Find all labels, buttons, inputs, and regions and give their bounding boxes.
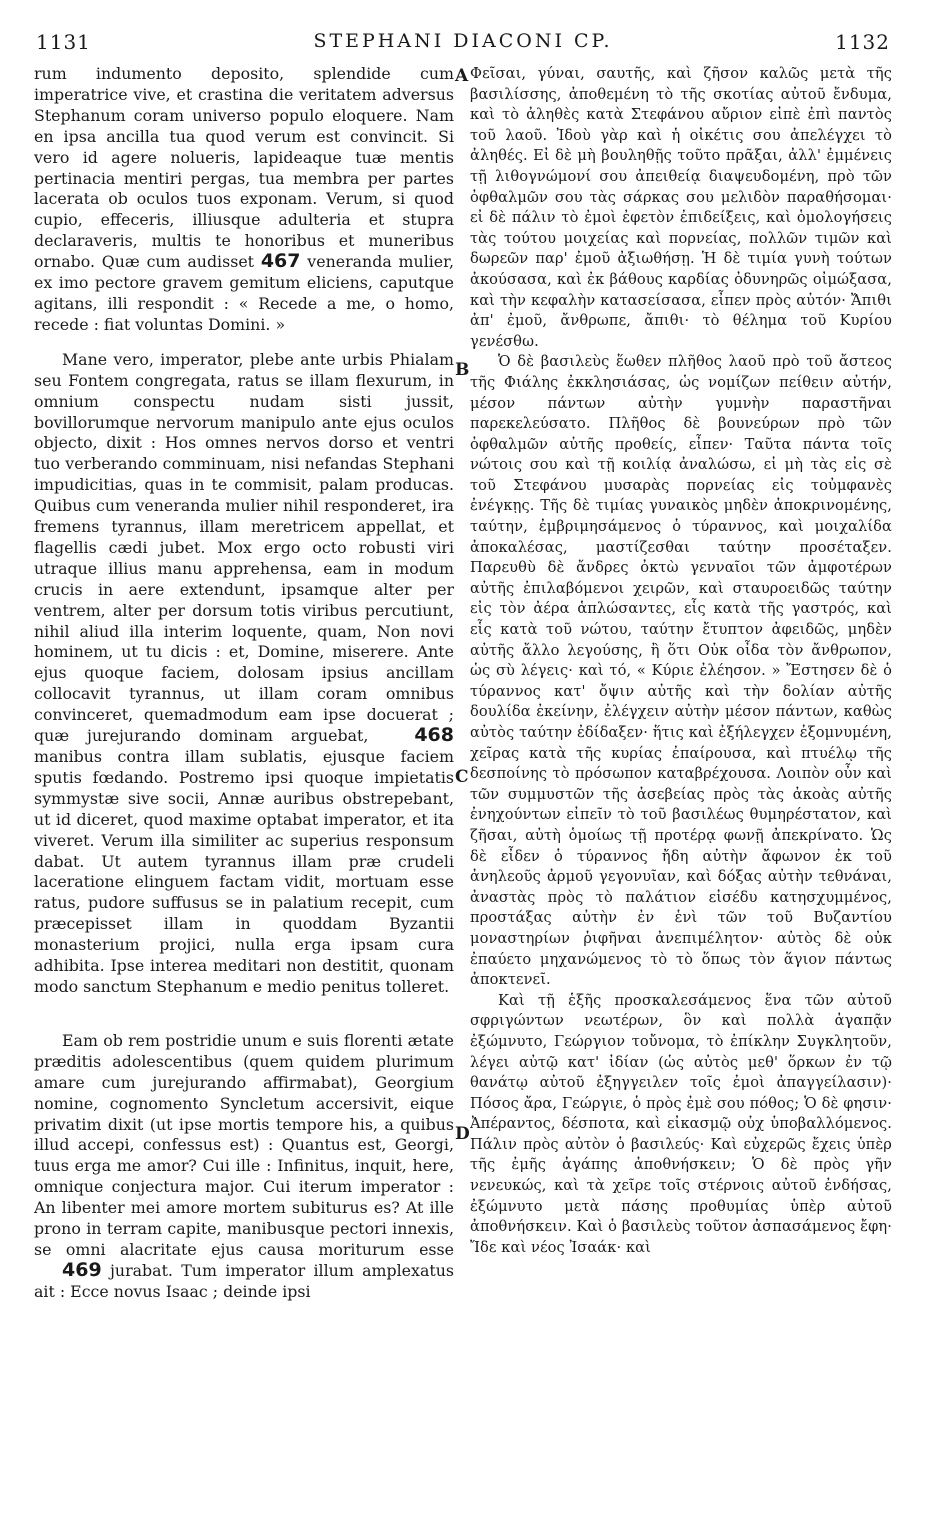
latin-text: jurabat. Tum imperator illum amplexatus ait : Ecce novus Isaac ; deinde ipsi xyxy=(34,1260,454,1301)
running-title: STEPHANI DIACONI CP. xyxy=(313,30,613,52)
latin-text: manibus contra illam sublatis, ejusque faciem sputis fœdando. Postremo ipsi quoque impietatis symmystæ sive socii, Annæ auribus obstrepebant, ut id diceret, quod maxime optabat imperator, et ita viveret. Verum illa similiter ac superius responsum dabat. Ut autem tyrannus illam præ crudeli laceratione elinguem factam vidit, mortuam esse ratus, pudore suffusus se in palatium recepit, cum præcepisset illam in quoddam Byzantii monasterium projici, nulla erga ipsam cura adhibita. Ipse interea meditari non destitit, quonam modo sanctum Stephanum e medio penitus tolleret. xyxy=(34,747,454,996)
greek-paragraph-3: Καὶ τῇ ἑξῆς προσκαλεσάμενος ἕνα τῶν αὐτοῦ σφριγώντων νεωτέρων, ὃν καὶ πολλὰ ἀγαπᾷν ἐξώμνυτο, Γεώργιον τοὔνομα, τὸ ἐπίκλην Συγκλητοῦν, λέγει αὐτῷ κατ' ἰδίαν (ὡς αὐτὸς μεθ' ὅρκων ἐν τῷ θανάτῳ αὐτοῦ ἐξηγγειλεν τοῖς ἐμοὶ ἀπαγγείλασιν)· Πόσος ἄρα, Γεώργιε, ὁ πρὸς ἐμὲ σου πόθος; Ὁ δὲ φησιν· Ἀπέραντος, δέσποτα, καὶ εἰκασμῷ οὐχ ὑποβαλλόμενος. Πάλιν πρὸς αὐτὸν ὁ βασιλεύς· Καὶ εὐχερῶς ἔχεις ὑπὲρ τῆς ἐμῆς ἀγάπης ἀποθνήσκειν; Ὁ δὲ πρὸς γῆν νενευκώς, καὶ τὰ χεῖρε τοῖς στέρνοις αὐτοῦ ἐνδήσας, ἐξώμνυτο μετὰ πάσης προθυμίας ὑπὲρ αὐτοῦ ἀποθνήσκειν. Καὶ ὁ βασιλεὺς τοῦτον ἀσπασάμενος ἔφη· Ἴδε καὶ νέος Ἰσαάκ· καὶ xyxy=(470,991,892,1256)
latin-text: veneranda mulier, ex imo pectore gravem gemitum eliciens, caputque agitans, illi respondit : « Recede a me, o homo, recede : fiat voluntas Domini. » xyxy=(34,252,454,334)
column-marker-469: 469 xyxy=(62,1258,102,1281)
latin-paragraph-2 xyxy=(34,350,454,998)
greek-paragraph-1: Φεῖσαι, γύναι, σαυτῆς, καὶ ζῆσον καλῶς μετὰ τῆς βασιλίσσης, ἀποθεμένη τὸ τῆς σκοτίας αὐτοῦ ἔνδυμα, καὶ τὸ ἀληθὲς κατὰ Στεφάνου αὔριον εἰπὲ ἐπὶ παντὸς τοῦ λαοῦ. Ἰδοὺ γὰρ καὶ ἡ οἰκέτις σου ἀπελέγχει τὸ ἀληθές. Εἰ δὲ μὴ βουληθῇς τοῦτο πρᾶξαι, ἀλλ' ἐμμένεις τῇ λιθογνώμονί σου ἀπειθείᾳ διαψευδομένη, πρὸ τῶν ὀφθαλμῶν σου τὰς σάρκας σου μελιδὸν παραθήσομαι· εἰ δὲ πάλιν τὸ ἐμοὶ ἐφετὸν ἐπιδείξεις, καὶ ὁμολογήσεις τὰς τούτου μοιχείας καὶ πορνείας, πολλῶν τιμῶν καὶ δωρεῶν παρ' ἐμοῦ ἀξιωθήσῃ. Ἡ δὲ τιμία γυνὴ τούτων ἀκούσασα, καὶ ἐκ βάθους καρδίας ὀδυνηρῶς οἰμώξασα, καὶ τὴν κεφαλὴν κατασείσασα, εἶπεν πρὸς αὐτόν· Ἄπιθι ἀπ' ἐμοῦ, ἄνθρωπε, ἄπιθι· τὸ θέλημα τοῦ Κυρίου γενέσθω. xyxy=(470,65,892,350)
latin-paragraph-1 xyxy=(34,64,454,336)
latin-column xyxy=(34,64,454,1530)
latin-text: Eam ob rem postridie unum e suis florenti ætate præditis adolescentibus (quem quidem plurimum amare cum jurejurando affirmabat), Georgium nomine, cognomento Syncletum accersivit, eique privatim dixit (ut ipse mortis tempore his, a quibus illud accepi, confessus est) : Quantus est, Georgi, tuus erga me amor? Cui ille : Infinitus, inquit, here, omnique conjectura major. Cui iterum imperator : An libenter mei amore mortem subiturus es? At ille prono in terram capite, manibusque pectori innexis, se omni alacritate ejus causa moriturum esse xyxy=(34,1030,454,1259)
left-column-number: 1131 xyxy=(36,30,91,54)
greek-paragraph-2: Ὁ δὲ βασιλεὺς ἕωθεν πλῆθος λαοῦ πρὸ τοῦ ἄστεος τῆς Φιάλης ἐκκλησιάσας, ὡς νομίζων πείθειν αὐτήν, μέσον πάντων αὐτὴν γυμνὴν παραστῆναι παρεκελεύσατο. Πλῆθος δὲ βουνεύρων πρὸ τῶν ὀφθαλμῶν αὐτῆς προθείς, εἶπεν· Ταῦτα πάντα τοῖς νώτοις σου καὶ τῇ κοιλίᾳ ἀναλώσω, εἰ μὴ τὰς εἰς σὲ τοῦ Στεφάνου μυσαρὰς πορνείας εἰς τοὐμφανὲς ἐνέγκῃς. Τῆς δὲ τιμίας γυναικὸς μηδὲν ἀποκρινομένης, ταύτην, ἐμβριμησάμενος ὁ τύραννος, καὶ μοιχαλίδα ἀποκαλέσας, μαστίζεσθαι ταύτην προσέταξεν. Παρευθὺ δὲ ἄνδρες ὀκτὼ γενναῖοι τῶν ἀμφοτέρων αὐτῆς ἐπιλαβόμενοι χειρῶν, καὶ σταυροειδῶς ταύτην εἰς τὸν ἀέρα ἁπλώσαντες, εἷς κατὰ τῆς γαστρός, καὶ εἷς κατὰ τοῦ νώτου, ταύτην ἔτυπτον ἀφειδῶς, μηδὲν αὐτῆς ἄλλο λεγούσης, ἢ ὅτι Οὐκ οἶδα τὸν ἄνθρωπον, ὡς σὺ λέγεις· καὶ τό, « Κύριε ἐλέησον. » Ἔστησεν δὲ ὁ τύραννος κατ' ὄψιν αὐτῆς καὶ τὴν δολίαν αὐτῆς δουλίδα ἐκείνην, ἐλέγχειν αὐτὴν μέσον πάντων, καθὼς αὐτὸς ταύτην ἐδίδαξεν· ἥτις καὶ ἐξήλεγχεν ἐξομνυμένη, χεῖρας κατὰ τῆς κυρίας ἐπαίρουσα, καὶ πτυέλῳ τῆς δεσποίνης τὸ πρόσωπον καταβρέχουσα. Λοιπὸν οὖν καὶ τῶν συμμυστῶν τῆς ἀσεβείας πρὸς τὰς ἀκοὰς αὐτῆς ἐνηχούντων εἰπεῖν τὸ τοῦ βασιλέως θυμηρέστατον, καὶ ζῆσαι, αὐτὴ ὁμοίως τῇ προτέρᾳ φωνῇ ἀπεκρίνατο. Ὡς δὲ εἶδεν ὁ τύραννος ἤδη αὐτὴν ἄφωνον ἐκ τοῦ ἀνηλεοῦς ἀρμοῦ γεγονυῖαν, καὶ δόξας αὐτὴν τεθνάναι, ἀναστὰς πρὸς τὸ παλάτιον εἰσέδυ κατησχυμμένος, προστάξας αὐτὴν ἐν ἑνὶ τῶν τοῦ Βυζαντίου μοναστηρίων ῥιφῆναι ἀνεπιμέλητον· αὐτὸς δὲ οὐκ ἐπαύετο μηχανώμενος τὸ τὸ ὅπως τὸν ἅγιον πάντως ἀποκτενεῖ. xyxy=(470,353,892,989)
latin-text: Mane vero, imperator, plebe ante urbis Phialam seu Fontem congregata, ratus se illam flexurum, in omnium conspectu nudam sisti jussit, bovillorumque nervorum manipulo ante ejus oculos objecto, dixit : Hos omnes nervos dorso et ventri tuo verberando comminuam, nisi nefandas Stephani impudicitias, quas in te commisit, palam producas. Quibus cum veneranda mulier nihil responderet, ira fremens tyrannus, illam meretricem appellat, et flagellis cædi jubet. Mox ergo octo robusti viri utraque illius manu apprehensa, eam in modum crucis in aere extendunt, ipsamque alter per ventrem, alter per dorsum totis viribus percutiunt, nihil aliud illa interim loquente, quam, Non novi hominem, ut tu dicis : et, Domine, miserere. Ante ejus quoque faciem, dolosam ipsius ancillam collocavit tyrannus, ut illam coram omnibus convinceret, quemadmodum eam ipse docuerat ; quæ jurejurando dominam arguebat, xyxy=(34,349,454,746)
latin-text: rum indumento deposito, splendide cum imperatrice vive, et crastina die veritatem adversus Stephanum coram universo populo eloquere. Nam en ipsa ancilla tua quod verum est convincit. Si vero id agere nolueris, lapideaque tuæ mentis pertinacia mentiri pergas, tua membra per partes lacerata ob oculos tuos exponam. Verum, si quod cupio, effeceris, illiusque adulteria et stupra declaraveris, multis te honoribus et muneribus ornabo. Quæ cum audisset xyxy=(34,64,454,272)
margin-letter-a: A xyxy=(455,66,469,86)
margin-letter-b: B xyxy=(455,360,470,380)
column-marker-468: 468 xyxy=(414,724,454,747)
column-marker-467: 467 xyxy=(260,250,301,273)
margin-letter-c: C xyxy=(455,767,469,787)
latin-paragraph-3 xyxy=(34,1031,454,1303)
greek-column xyxy=(470,64,892,1530)
right-column-number: 1132 xyxy=(835,30,890,54)
margin-letter-d: D xyxy=(455,1124,470,1144)
page-header xyxy=(0,0,926,60)
